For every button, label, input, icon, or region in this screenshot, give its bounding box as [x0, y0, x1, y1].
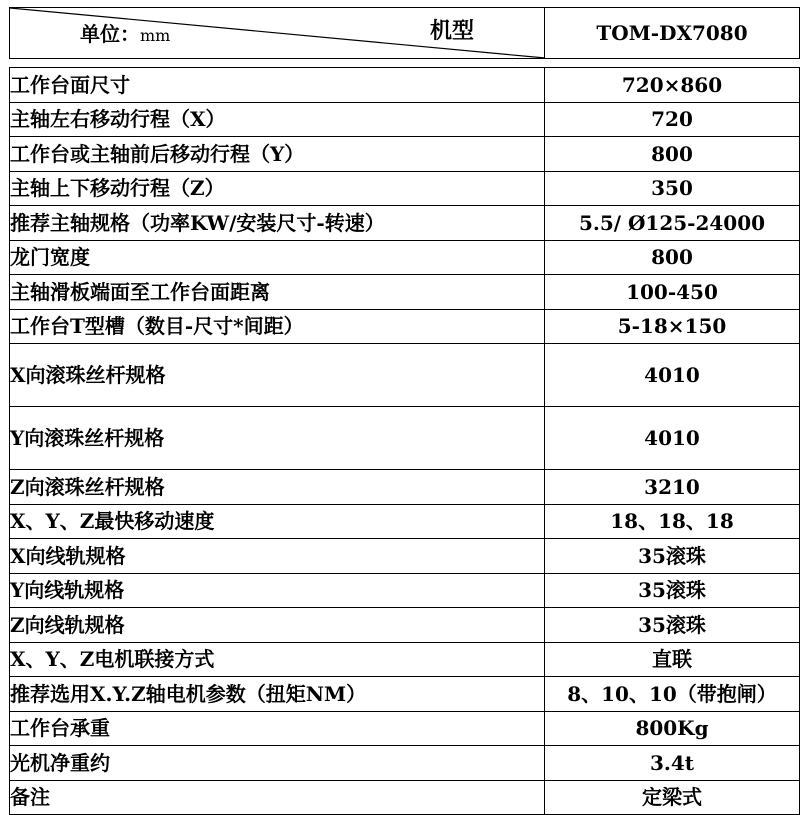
table-row — [10, 171, 800, 206]
row-label: 主轴滑板端面至工作台面距离 — [10, 275, 545, 310]
row-label: 工作台承重 — [10, 711, 545, 746]
row-value: 8、10、10（带抱闸） — [545, 677, 800, 712]
row-value: 35滚珠 — [545, 608, 800, 643]
table-row — [10, 608, 800, 643]
row-label: 备注 — [10, 780, 545, 815]
unit-label: 单位：mm — [80, 22, 171, 46]
row-label: 推荐选用X.Y.Z轴电机参数（扭矩NM） — [10, 677, 545, 712]
row-label: Z向滚珠丝杆规格 — [10, 470, 545, 505]
row-value: 3.4t — [545, 746, 800, 781]
table-row — [10, 275, 800, 310]
table-row — [10, 573, 800, 608]
row-label: X向线轨规格 — [10, 539, 545, 574]
row-value: 800 — [545, 137, 800, 172]
row-label: 光机净重约 — [10, 746, 545, 781]
row-label: X、Y、Z电机联接方式 — [10, 642, 545, 677]
table-row — [10, 137, 800, 172]
model-value: TOM-DX7080 — [545, 8, 800, 59]
table-row — [10, 780, 800, 815]
row-value: 100-450 — [545, 275, 800, 310]
row-label: 龙门宽度 — [10, 240, 545, 275]
table-row — [10, 240, 800, 275]
row-value: 3210 — [545, 470, 800, 505]
row-value: 720×860 — [545, 68, 800, 103]
table-row — [10, 407, 800, 470]
row-value: 5.5/ Ø125-24000 — [545, 206, 800, 241]
header-row — [10, 8, 800, 59]
table-row — [10, 206, 800, 241]
row-label: 工作台T型槽（数目-尺寸*间距） — [10, 309, 545, 344]
row-label: 推荐主轴规格（功率KW/安装尺寸-转速） — [10, 206, 545, 241]
row-value: 5-18×150 — [545, 309, 800, 344]
row-value: 18、18、18 — [545, 504, 800, 539]
table-row — [10, 102, 800, 137]
row-label: 主轴左右移动行程（X） — [10, 102, 545, 137]
row-value: 4010 — [545, 407, 800, 470]
row-label: X向滚珠丝杆规格 — [10, 344, 545, 407]
table-row — [10, 504, 800, 539]
row-value: 35滚珠 — [545, 539, 800, 574]
row-value: 350 — [545, 171, 800, 206]
row-label: X、Y、Z最快移动速度 — [10, 504, 545, 539]
row-value: 定梁式 — [545, 780, 800, 815]
row-label: 主轴上下移动行程（Z） — [10, 171, 545, 206]
header-spacer — [10, 59, 800, 68]
table-row — [10, 711, 800, 746]
row-label: 工作台面尺寸 — [10, 68, 545, 103]
header-diagonal-cell — [10, 8, 545, 59]
row-label: Y向滚珠丝杆规格 — [10, 407, 545, 470]
spec-sheet — [9, 7, 799, 810]
table-row — [10, 746, 800, 781]
row-label: Y向线轨规格 — [10, 573, 545, 608]
table-row — [10, 539, 800, 574]
table-row — [10, 470, 800, 505]
model-label: 机型 — [430, 18, 475, 44]
table-row — [10, 68, 800, 103]
spec-table — [9, 7, 800, 815]
row-value: 直联 — [545, 642, 800, 677]
table-row — [10, 309, 800, 344]
row-value: 800 — [545, 240, 800, 275]
row-value: 35滚珠 — [545, 573, 800, 608]
table-row — [10, 677, 800, 712]
unit-value: mm — [140, 26, 171, 45]
table-row — [10, 642, 800, 677]
row-value: 800Kg — [545, 711, 800, 746]
row-value: 720 — [545, 102, 800, 137]
row-label: Z向线轨规格 — [10, 608, 545, 643]
row-value: 4010 — [545, 344, 800, 407]
table-row — [10, 344, 800, 407]
row-label: 工作台或主轴前后移动行程（Y） — [10, 137, 545, 172]
